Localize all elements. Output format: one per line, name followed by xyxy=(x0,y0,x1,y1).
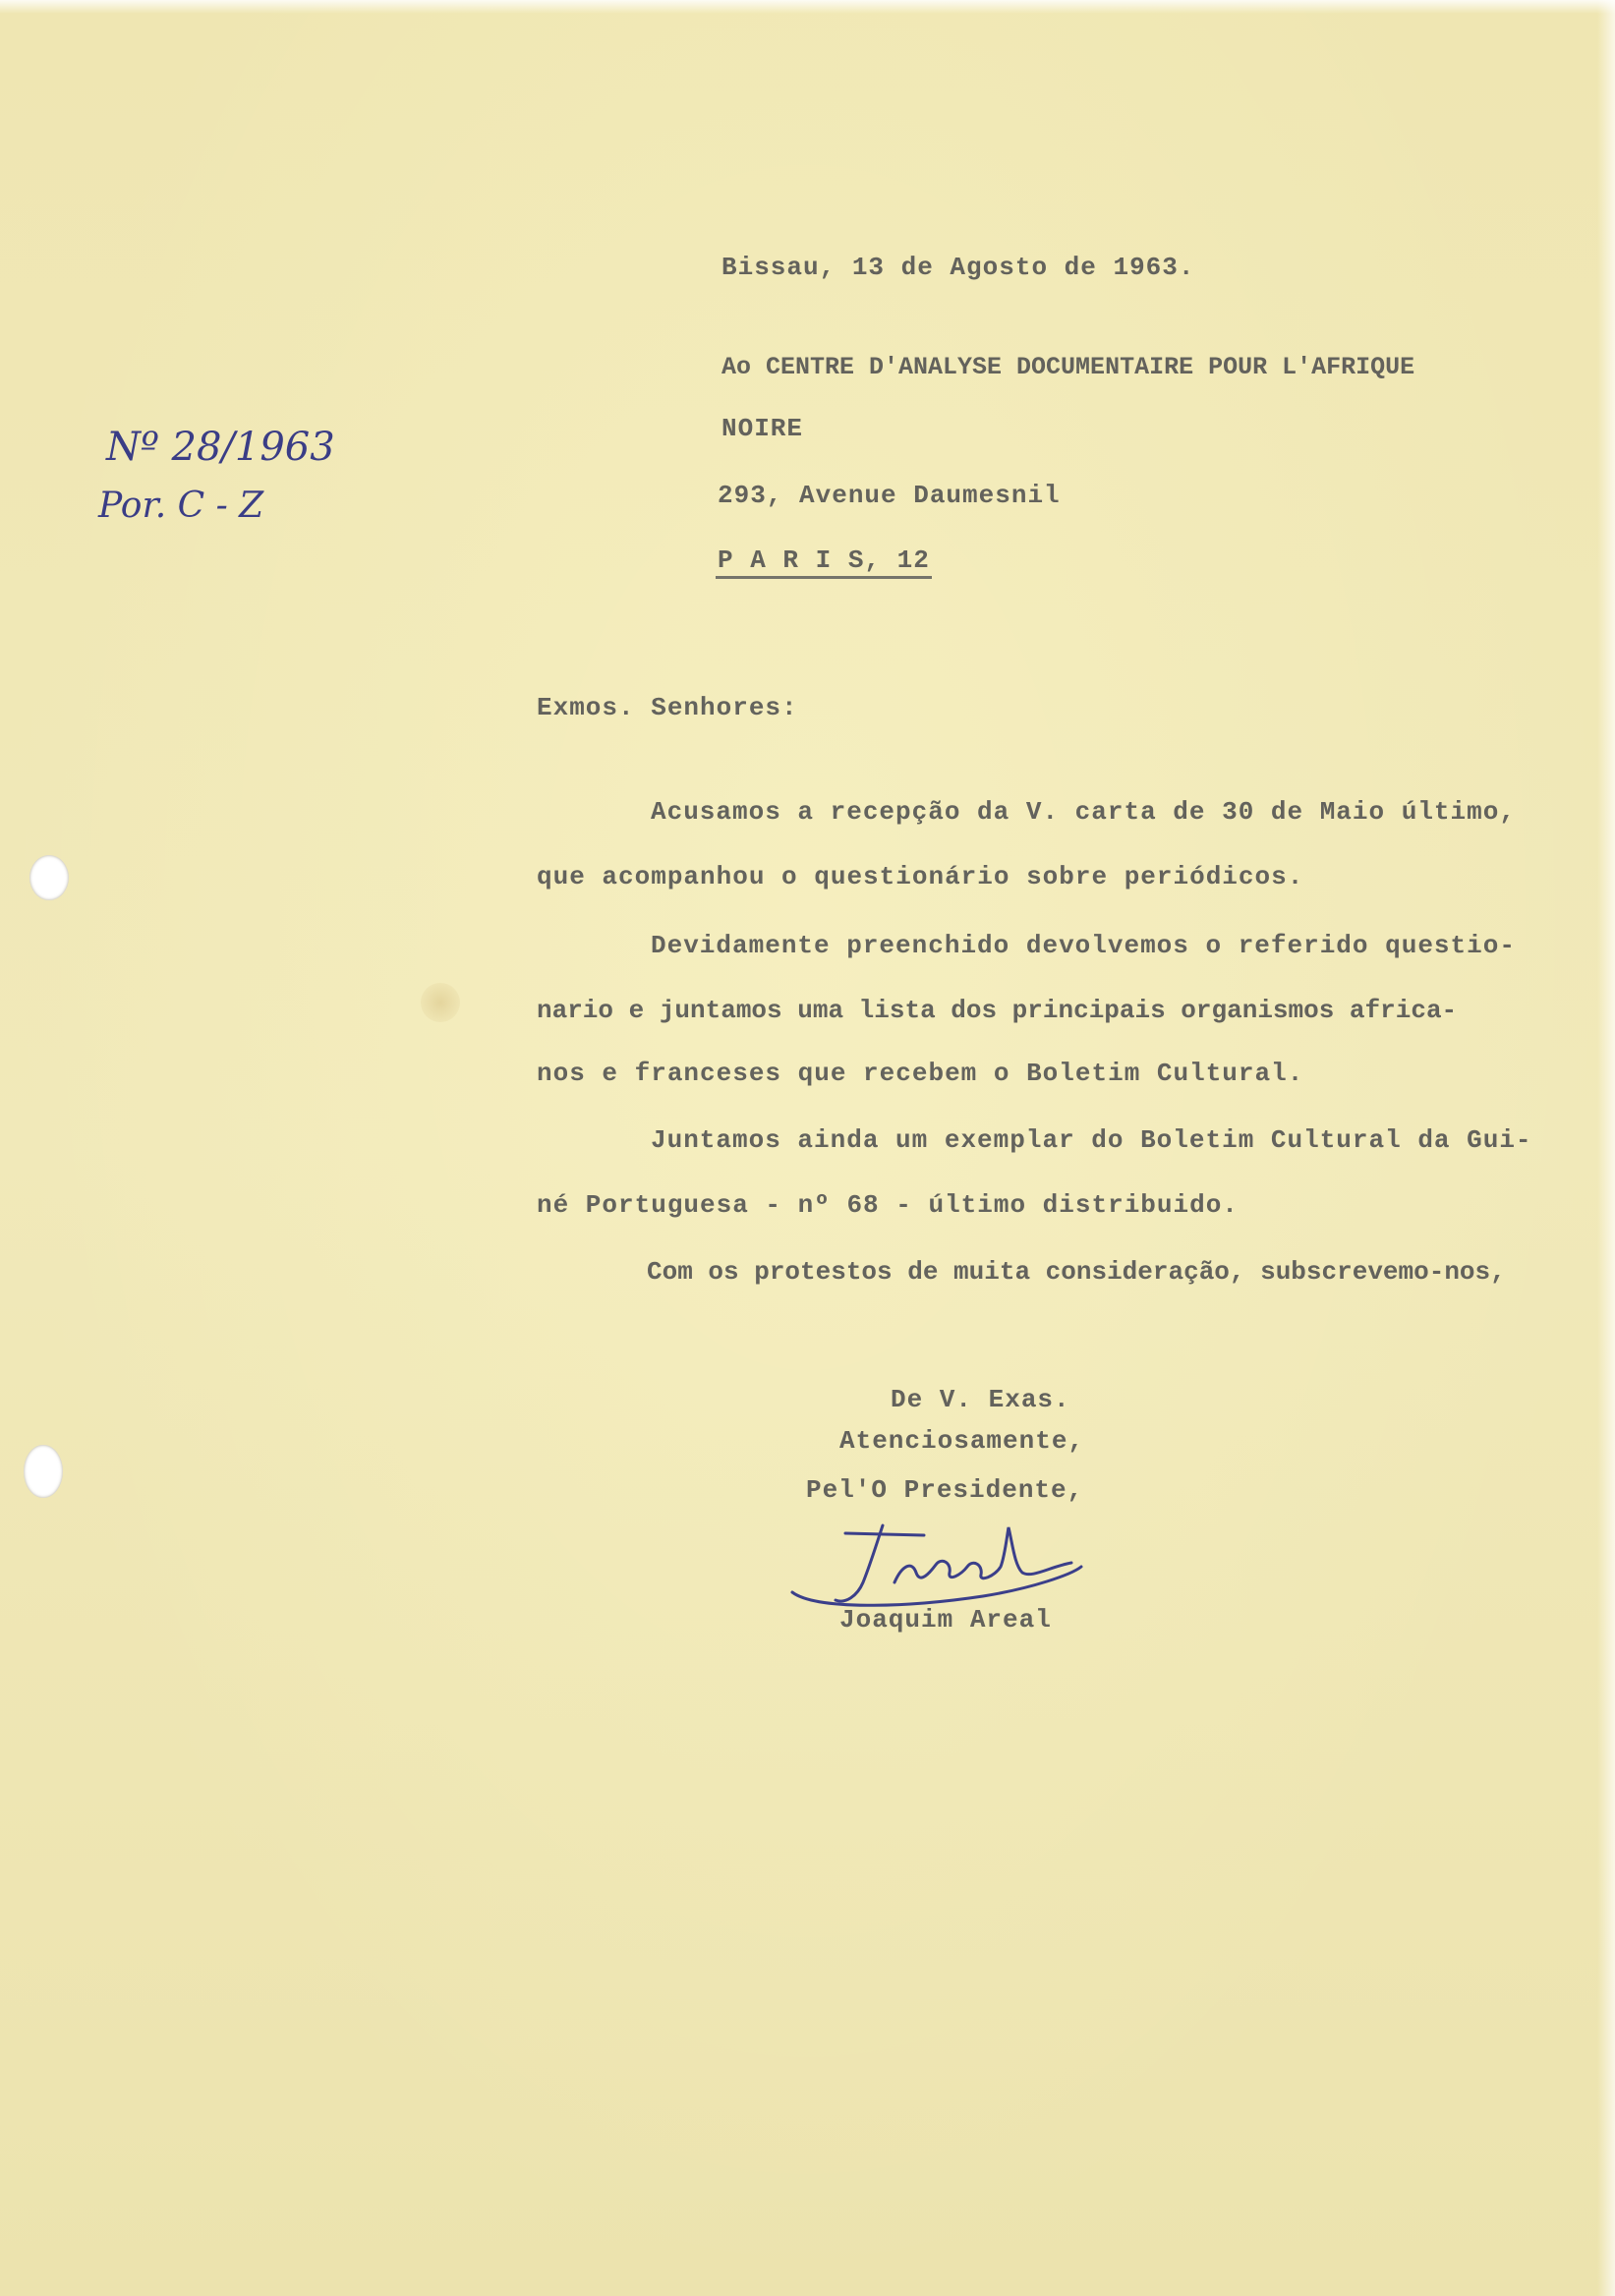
signatory-name: Joaquim Areal xyxy=(839,1605,1052,1635)
recipient-street: 293, Avenue Daumesnil xyxy=(718,481,1061,510)
paper-edge-right xyxy=(1597,0,1615,2296)
salutation: Exmos. Senhores: xyxy=(537,693,798,722)
paper-stain xyxy=(421,983,460,1022)
paper-edge-top xyxy=(0,0,1615,14)
recipient-line-1: Ao CENTRE D'ANALYSE DOCUMENTAIRE POUR L'AFRIQUE xyxy=(721,353,1415,381)
recipient-city: P A R I S, 12 xyxy=(718,545,930,575)
closing-line-1: De V. Exas. xyxy=(891,1385,1070,1414)
body-line-8: Com os protestos de muita consideração, subscrevemo-nos, xyxy=(647,1257,1506,1287)
body-line-6: Juntamos ainda um exemplar do Boletim Cultural da Gui- xyxy=(651,1125,1532,1155)
body-line-7: né Portuguesa - nº 68 - último distribuido. xyxy=(537,1190,1239,1220)
body-line-2: que acompanhou o questionário sobre periódicos. xyxy=(537,862,1304,891)
punch-hole-top xyxy=(29,855,69,900)
handwritten-reference-number: Nº 28/1963 xyxy=(106,425,335,470)
body-line-5: nos e franceses que recebem o Boletim Cultural. xyxy=(537,1059,1304,1088)
closing-line-2: Atenciosamente, xyxy=(839,1426,1085,1456)
city-underline xyxy=(716,576,932,579)
closing-line-3: Pel'O Presidente, xyxy=(806,1475,1084,1505)
handwritten-classification: Por. C - Z xyxy=(98,486,264,526)
recipient-line-2: NOIRE xyxy=(721,414,804,443)
body-line-4: nario e juntamos uma lista dos principais organismos africa- xyxy=(537,996,1458,1025)
punch-hole-bottom xyxy=(24,1445,63,1498)
body-line-3: Devidamente preenchido devolvemos o referido questio- xyxy=(651,931,1516,960)
body-line-1: Acusamos a recepção da V. carta de 30 de Maio último, xyxy=(651,797,1516,827)
date-line: Bissau, 13 de Agosto de 1963. xyxy=(721,253,1195,282)
